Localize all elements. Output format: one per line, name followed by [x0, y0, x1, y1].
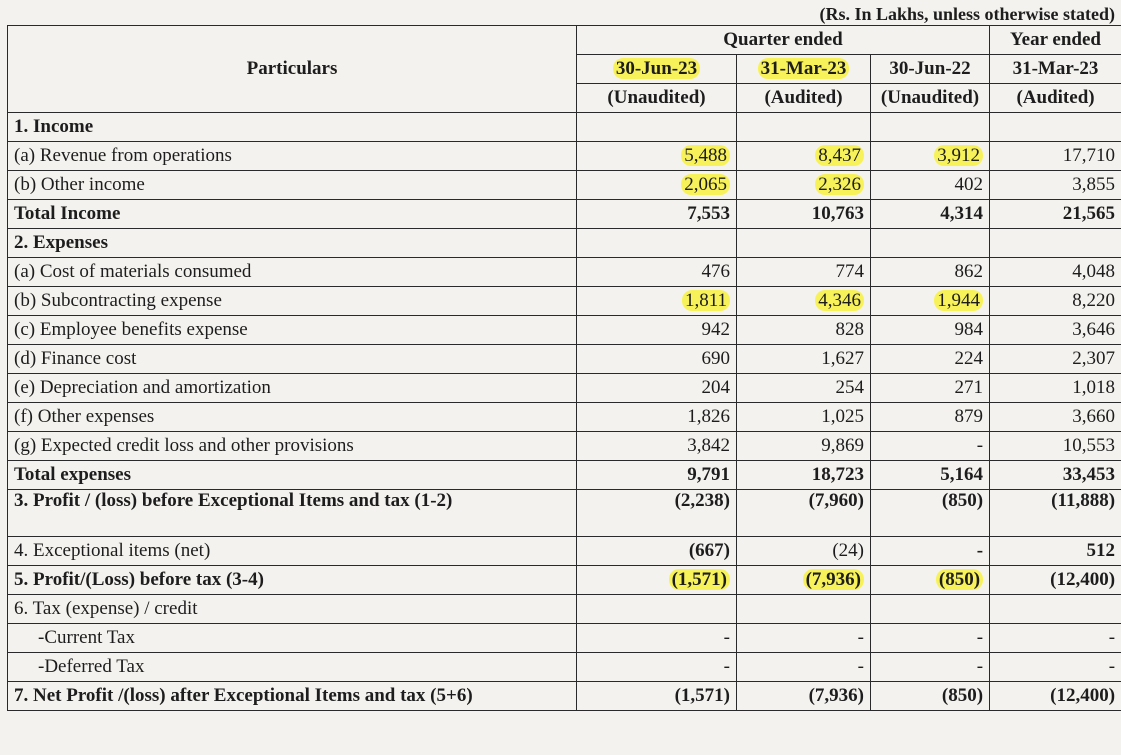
row-value: (850) — [871, 682, 990, 711]
row-value: - — [737, 624, 871, 653]
highlighted-value: (7,936) — [803, 569, 864, 590]
row-value: (2,238) — [577, 490, 737, 537]
row-value: 402 — [871, 171, 990, 200]
row-value: 774 — [737, 258, 871, 287]
row-value: 9,869 — [737, 432, 871, 461]
highlighted-value: 3,912 — [934, 145, 983, 166]
row-value — [577, 229, 737, 258]
row-value: - — [990, 653, 1121, 682]
row-value: 8,220 — [990, 287, 1121, 316]
table-row — [8, 403, 1121, 432]
row-value — [990, 113, 1121, 142]
highlighted-value: 1,944 — [934, 290, 983, 311]
row-value: (12,400) — [990, 682, 1121, 711]
row-label: (f) Other expenses — [8, 403, 577, 432]
header-date-q2: 31-Mar-23 — [737, 55, 871, 84]
row-value: 2,307 — [990, 345, 1121, 374]
row-value — [577, 171, 737, 200]
row-value: (1,571) — [577, 682, 737, 711]
row-value: 3,660 — [990, 403, 1121, 432]
row-label: (a) Cost of materials consumed — [8, 258, 577, 287]
row-label: (a) Revenue from operations — [8, 142, 577, 171]
table-row — [8, 537, 1121, 566]
row-value — [737, 113, 871, 142]
highlighted-value: (1,571) — [669, 569, 730, 590]
row-value: 1,025 — [737, 403, 871, 432]
row-value: 3,646 — [990, 316, 1121, 345]
row-label: (b) Subcontracting expense — [8, 287, 577, 316]
row-value — [577, 595, 737, 624]
row-value: (12,400) — [990, 566, 1121, 595]
table-row — [8, 229, 1121, 258]
highlighted-value: 2,326 — [815, 174, 864, 195]
row-value: 17,710 — [990, 142, 1121, 171]
row-value: 254 — [737, 374, 871, 403]
header-date-q3: 30-Jun-22 — [871, 55, 990, 84]
table-row — [8, 461, 1121, 490]
table-row — [8, 258, 1121, 287]
row-value — [871, 595, 990, 624]
row-value — [871, 113, 990, 142]
row-value: 271 — [871, 374, 990, 403]
row-value — [871, 566, 990, 595]
row-label: 1. Income — [8, 113, 577, 142]
row-label: -Deferred Tax — [8, 653, 577, 682]
row-value: 476 — [577, 258, 737, 287]
row-value — [577, 287, 737, 316]
row-label: (e) Depreciation and amortization — [8, 374, 577, 403]
row-value: 828 — [737, 316, 871, 345]
header-date-q1-text: 30-Jun-23 — [613, 58, 700, 79]
row-value: (11,888) — [990, 490, 1121, 537]
row-value: 224 — [871, 345, 990, 374]
header-date-year: 31-Mar-23 — [990, 55, 1121, 84]
row-value — [990, 229, 1121, 258]
row-value: - — [990, 624, 1121, 653]
row-label: 2. Expenses — [8, 229, 577, 258]
row-value: - — [871, 432, 990, 461]
row-value: 18,723 — [737, 461, 871, 490]
row-value — [577, 113, 737, 142]
row-label: Total expenses — [8, 461, 577, 490]
row-value: (7,936) — [737, 682, 871, 711]
table-row — [8, 653, 1121, 682]
table-row — [8, 566, 1121, 595]
row-value: - — [577, 624, 737, 653]
row-label: 5. Profit/(Loss) before tax (3-4) — [8, 566, 577, 595]
highlighted-value: 8,437 — [815, 145, 864, 166]
table-row — [8, 316, 1121, 345]
row-value: 21,565 — [990, 200, 1121, 229]
row-value: - — [871, 653, 990, 682]
table-row — [8, 171, 1121, 200]
row-value: 10,763 — [737, 200, 871, 229]
row-value: - — [871, 537, 990, 566]
row-label: (g) Expected credit loss and other provisions — [8, 432, 577, 461]
row-value: - — [577, 653, 737, 682]
row-value — [990, 595, 1121, 624]
row-value: 10,553 — [990, 432, 1121, 461]
table-row — [8, 287, 1121, 316]
highlighted-value: 2,065 — [681, 174, 730, 195]
row-value: 204 — [577, 374, 737, 403]
header-quarter-ended: Quarter ended — [577, 26, 990, 55]
row-value: 4,314 — [871, 200, 990, 229]
header-status-q2: (Audited) — [737, 84, 871, 113]
row-value: (7,960) — [737, 490, 871, 537]
row-value — [871, 142, 990, 171]
row-value: 5,164 — [871, 461, 990, 490]
row-value: 879 — [871, 403, 990, 432]
row-value: 3,855 — [990, 171, 1121, 200]
row-value — [737, 171, 871, 200]
row-label: Total Income — [8, 200, 577, 229]
highlighted-value: 1,811 — [682, 290, 730, 311]
table-row — [8, 595, 1121, 624]
table-row — [8, 432, 1121, 461]
row-value — [737, 595, 871, 624]
table-row — [8, 490, 1121, 537]
row-value — [737, 229, 871, 258]
row-value: 3,842 — [577, 432, 737, 461]
row-value: - — [871, 624, 990, 653]
table-row — [8, 624, 1121, 653]
row-value: 1,627 — [737, 345, 871, 374]
table-row — [8, 682, 1121, 711]
row-label: 4. Exceptional items (net) — [8, 537, 577, 566]
highlighted-value: 4,346 — [815, 290, 864, 311]
row-value — [737, 287, 871, 316]
row-label: 3. Profit / (loss) before Exceptional Items and tax (1-2) — [8, 490, 577, 537]
header-status-q3: (Unaudited) — [871, 84, 990, 113]
row-value: 512 — [990, 537, 1121, 566]
row-value: 942 — [577, 316, 737, 345]
header-date-q1 — [577, 55, 737, 84]
row-value: 984 — [871, 316, 990, 345]
table-row — [8, 345, 1121, 374]
row-label: -Current Tax — [8, 624, 577, 653]
highlighted-value: 5,488 — [681, 145, 730, 166]
row-value: 1,826 — [577, 403, 737, 432]
row-value — [737, 142, 871, 171]
row-value: 7,553 — [577, 200, 737, 229]
row-value — [577, 142, 737, 171]
table-row — [8, 200, 1121, 229]
table-body — [8, 113, 1121, 711]
row-value: 1,018 — [990, 374, 1121, 403]
row-label: 6. Tax (expense) / credit — [8, 595, 577, 624]
row-value: 33,453 — [990, 461, 1121, 490]
row-value — [577, 566, 737, 595]
row-value: 9,791 — [577, 461, 737, 490]
header-status-year: (Audited) — [990, 84, 1121, 113]
row-label: 7. Net Profit /(loss) after Exceptional Items and tax (5+6) — [8, 682, 577, 711]
row-label: (c) Employee benefits expense — [8, 316, 577, 345]
header-year-ended: Year ended — [990, 26, 1121, 55]
row-value: 690 — [577, 345, 737, 374]
highlighted-value: (850) — [936, 569, 983, 590]
table-row — [8, 142, 1121, 171]
row-value — [737, 566, 871, 595]
row-value: (667) — [577, 537, 737, 566]
financial-results-table — [7, 25, 1121, 711]
row-label: (d) Finance cost — [8, 345, 577, 374]
row-value: (850) — [871, 490, 990, 537]
header-status-q1: (Unaudited) — [577, 84, 737, 113]
row-value — [871, 287, 990, 316]
table-row — [8, 113, 1121, 142]
row-value: 862 — [871, 258, 990, 287]
units-note: (Rs. In Lakhs, unless otherwise stated) — [819, 4, 1115, 24]
row-label: (b) Other income — [8, 171, 577, 200]
header-particulars: Particulars — [8, 26, 577, 113]
table-row — [8, 374, 1121, 403]
row-value: (24) — [737, 537, 871, 566]
row-value — [871, 229, 990, 258]
row-value: - — [737, 653, 871, 682]
row-value: 4,048 — [990, 258, 1121, 287]
